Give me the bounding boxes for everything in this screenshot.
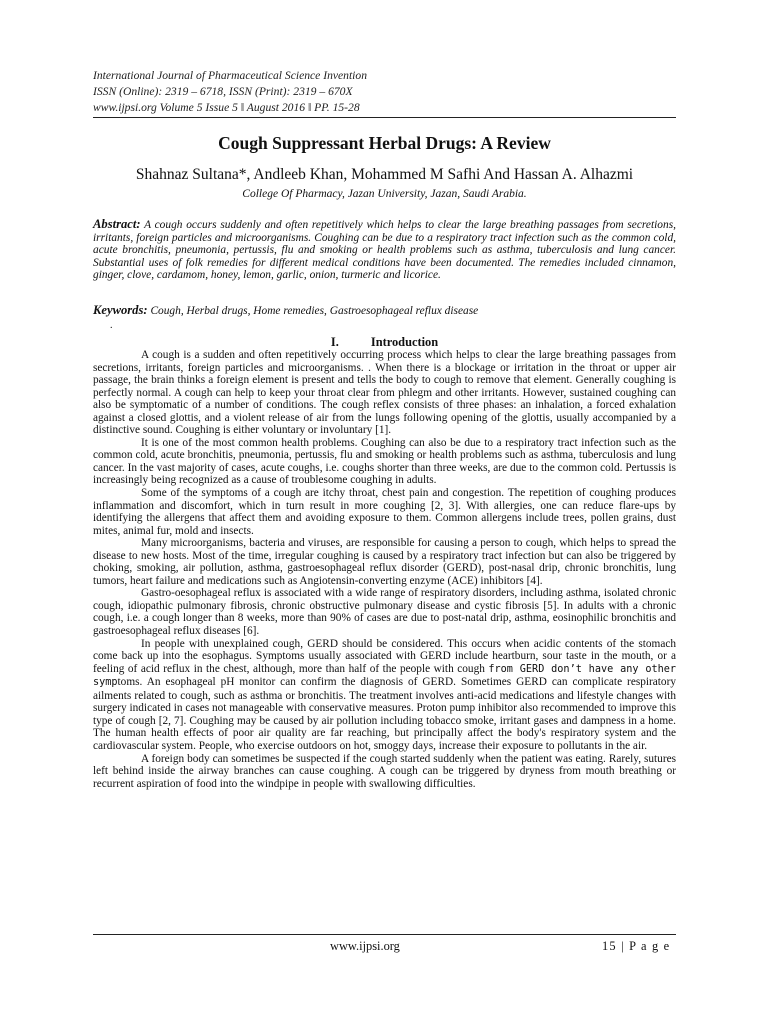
stray-mark: . xyxy=(110,320,113,331)
intro-body xyxy=(93,349,676,790)
paper-affiliation: College Of Pharmacy, Jazan University, Jazan, Saudi Arabia. xyxy=(242,188,527,200)
journal-issn: ISSN (Online): 2319 – 6718, ISSN (Print): 2319 – 670X xyxy=(93,85,353,98)
keywords xyxy=(93,303,676,318)
paragraph: Some of the symptoms of a cough are itchy throat, chest pain and congestion. The repetition of coughing produces inflammation and discomfort, which in turn result in more coughing [2, 3]. With allergies, one can reduce flare-ups by identifying the allergens that affect them and avoiding exposure to them. Common allergens include trees, pollen grains, dust mites, animal fur, mold and insects. xyxy=(93,487,676,537)
journal-name: International Journal of Pharmaceutical Science Invention xyxy=(93,69,367,82)
footer-url: www.ijpsi.org xyxy=(330,939,400,953)
page-number: 15 | P a g e xyxy=(602,939,671,953)
paragraph-text: In people with unexplained cough, GERD should be considered. This occurs when acidic contents of the stomach come back up into the esophagus. Symptoms usually associated with GERD include heartburn, sour taste in the mouth, or a feeling of acid reflux in the chest, although, more than half of the people with cough xyxy=(93,637,676,675)
paragraph: Gastro-oesophageal reflux is associated with a wide range of respiratory disorders, including asthma, isolated chronic cough, idiopathic pulmonary fibrosis, chronic obstructive pulmonary disease and cystic fibrosis [5]. In adults with a chronic cough, i.e. a cough longer than 8 weeks, more than 90% of cases are due to post-natal drip, asthma, eosinophilic bronchitis and gastroesophageal reflux diseases [6]. xyxy=(93,587,676,638)
abstract xyxy=(93,218,676,282)
paragraph-mono-text: from GERD don’t have any other symp xyxy=(93,663,676,689)
keywords-label: Keywords: xyxy=(93,303,148,317)
journal-volume: www.ijpsi.org Volume 5 Issue 5 ǁ August 2016 ǁ PP. 15-28 xyxy=(93,101,360,114)
footer-rule xyxy=(93,934,676,935)
abstract-label: Abstract: xyxy=(93,217,141,231)
paragraph xyxy=(93,638,676,753)
section-number: I. xyxy=(330,335,339,349)
abstract-text: A cough occurs suddenly and often repetitively which helps to clear the large breathing passages from secretions, irritants, foreign particles and microorganisms. Coughing can be due to a respiratory tract infection such as the common cold, acute bronchitis, pneumonia, pertussis, flu and smoking or health problems such as asthma, tuberculosis and lung cancer. Substantial uses of folk remedies for different medical conditions have been documented. The remedies included cinnamon, ginger, clove, cardamom, honey, lemon, garlic, onion, turmeric and licorice. xyxy=(93,219,676,282)
paragraph: It is one of the most common health problems. Coughing can also be due to a respiratory tract infection such as the common cold, acute bronchitis, pneumonia, pertussis, flu and smoking or health problems such as asthma, tuberculosis and lung cancer. In the vast majority of cases, acute coughs, i.e. coughs shorter than three weeks, are due to the common cold. Pertussis is increasingly being recognized as a cause of troublesome coughing in adults. xyxy=(93,436,676,487)
paragraph: A cough is a sudden and often repetitively occurring process which helps to clear the large breathing passages from secretions, irritants, foreign particles and microorganisms. . When there is a blockage or irritation in the throat or upper air passage, the brain thinks a foreign element is present and tells the body to cough to remove that element. Generally coughing is perfectly normal. A cough can help to keep your throat clear from phlegm and other irritants. However, sustained coughing can also be symptomatic of a number of conditions. The cough reflex consists of three phases: an inhalation, a forced exhalation against a closed glottis, and a violent release of air from the lungs following opening of the glottis, usually accompanied by a distinctive sound. Coughing is either voluntary or involuntary [1]. xyxy=(93,349,676,437)
paper-title: Cough Suppressant Herbal Drugs: A Review xyxy=(218,133,551,153)
paper-authors: Shahnaz Sultana*, Andleeb Khan, Mohammed M Safhi And Hassan A. Alhazmi xyxy=(135,166,634,183)
keywords-text: Cough, Herbal drugs, Home remedies, Gastroesophageal reflux disease xyxy=(150,305,479,317)
section-heading xyxy=(93,335,676,350)
section-title: Introduction xyxy=(370,335,439,349)
paragraph: A foreign body can sometimes be suspected if the cough started suddenly when the patient was eating. Rarely, sutures left behind inside the airway branches can cause coughing. A cough can be triggered by dryness from mouth breathing or recurrent aspiration of food into the windpipe in people with swallowing difficulties. xyxy=(93,752,676,790)
header-rule xyxy=(93,117,676,118)
paragraph-text: toms. An esophageal pH monitor can confirm the diagnosis of GERD. Sometimes GERD can complicate respiratory ailments related to cough, such as asthma or bronchitis. The treatment involves anti-acid medications and lifestyle changes with surgery indicated in cases not manageable with conservative measures. Proton pump inhibitor also recommended to improve this type of cough [2, 7]. Coughing may be caused by air pollution including tobacco smoke, irritant gases and dampness in a home. The human health effects of poor air quality are far reaching, but principally affect the body's respiratory system and the cardiovascular system. People, who exercise outdoors on hot, smoggy days, increase their exposure to pollutants in the air. xyxy=(93,676,677,752)
paragraph: Many microorganisms, bacteria and viruses, are responsible for causing a person to cough, which helps to spread the disease to new hosts. Most of the time, irregular coughing is caused by a respiratory tract infection but can also be triggered by choking, smoking, air pollution, asthma, gastroesophageal reflux disorder (GERD), post-nasal drip, chronic bronchitis, lung tumors, heart failure and medications such as Angiotensin-converting enzyme (ACE) inhibitors [4]. xyxy=(93,537,676,587)
journal-header xyxy=(93,68,513,116)
